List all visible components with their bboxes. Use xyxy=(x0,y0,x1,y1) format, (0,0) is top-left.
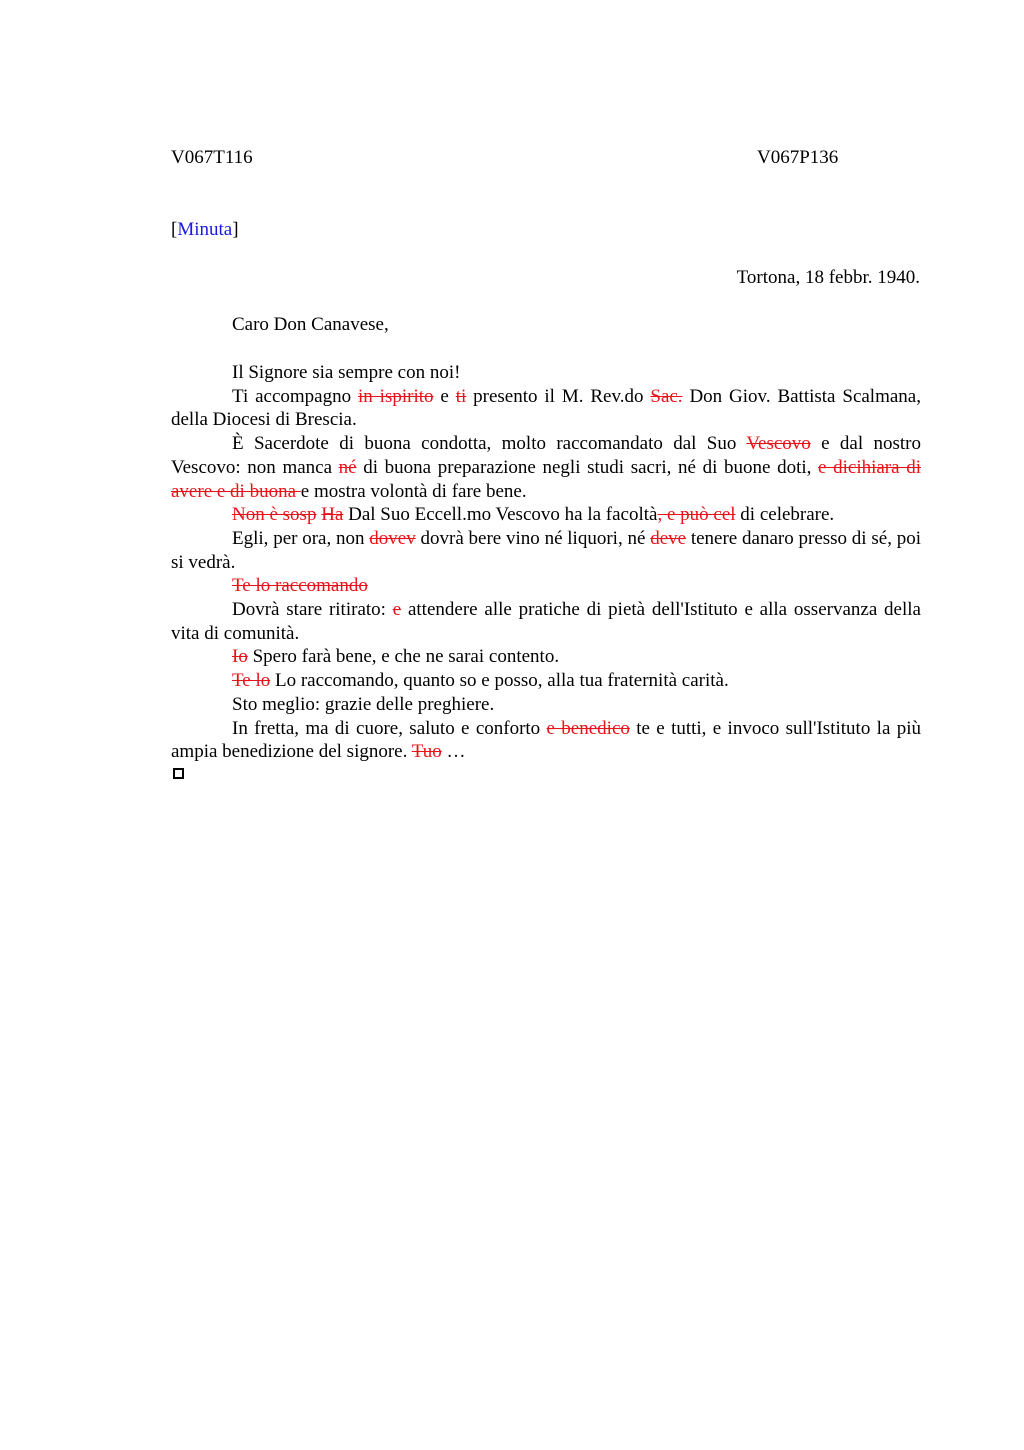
letter-paragraph xyxy=(171,527,921,574)
text-segment: dovrà bere vino né liquori, né xyxy=(415,527,651,549)
minuta-close-bracket: ] xyxy=(232,219,239,240)
text-segment: … xyxy=(441,741,466,763)
letter-paragraph xyxy=(171,669,921,693)
text-segment: Lo raccomando, quanto so e posso, alla tua fraternità carità. xyxy=(270,670,729,692)
text-segment: e dal nostro Vescovo: non manca xyxy=(171,433,921,478)
text-segment: te e tutti, e invoco sull'Istituto la più ampia benedizione del signore. xyxy=(171,717,921,763)
text-segment: È Sacerdote di buona condotta, molto raccomandato dal Suo xyxy=(232,433,747,455)
text-segment: Dovrà stare ritirato: xyxy=(232,599,393,621)
deleted-text: Sac. xyxy=(650,385,683,407)
deleted-text: e dicihiara di avere e di buona xyxy=(171,456,921,502)
document-code-left: V067T116 xyxy=(171,147,253,168)
letter-paragraph xyxy=(171,717,921,764)
text-segment: Don Giov. Battista Scalmana, della Diocesi di Brescia. xyxy=(171,385,921,431)
letter-date: Tortona, 18 febbr. 1940. xyxy=(736,267,920,288)
text-segment: attendere alle pratiche di pietà dell'Istituto e alla osservanza della vita di comunità. xyxy=(171,599,921,644)
letter-paragraph xyxy=(171,385,921,432)
deleted-text: in ispirito xyxy=(358,385,434,407)
text-segment: Dal Suo Eccell.mo Vescovo ha la facoltà xyxy=(343,504,658,526)
letter-body xyxy=(171,361,921,764)
letter-paragraph xyxy=(171,361,921,385)
deleted-text: dovev xyxy=(369,527,416,549)
text-segment: Il Signore sia sempre con noi! xyxy=(232,362,461,383)
letter-paragraph xyxy=(171,574,921,598)
text-segment: Ti accompagno xyxy=(232,385,358,407)
deleted-text: ti xyxy=(455,385,467,407)
letter-paragraph xyxy=(171,598,921,645)
deleted-text: e xyxy=(392,599,402,621)
end-square-icon xyxy=(173,768,184,779)
deleted-text: Te lo raccomando xyxy=(232,575,368,597)
deleted-text: , e può cel xyxy=(657,504,736,526)
deleted-text: né xyxy=(338,456,357,478)
letter-paragraph xyxy=(171,503,921,527)
text-segment: di buona preparazione negli studi sacri, né di buone doti, xyxy=(356,456,819,478)
text-segment: tenere danaro presso di sé, poi si vedrà. xyxy=(171,527,921,573)
text-segment: Egli, per ora, non xyxy=(232,527,370,549)
text-segment: presento il M. Rev.do xyxy=(466,385,651,407)
deleted-text: Tuo xyxy=(411,741,442,763)
deleted-text: Non è sosp xyxy=(232,504,317,526)
letter-paragraph xyxy=(171,693,921,717)
deleted-text: deve xyxy=(650,527,687,549)
text-segment: di celebrare. xyxy=(735,504,835,526)
deleted-text: Ha xyxy=(321,504,344,526)
text-segment: e xyxy=(433,385,456,407)
text-segment: Sto meglio: grazie delle preghiere. xyxy=(232,693,495,715)
deleted-text: e benedico xyxy=(546,717,630,739)
letter-paragraph xyxy=(171,645,921,669)
minuta-label xyxy=(171,218,239,242)
document-code-right: V067P136 xyxy=(757,147,839,168)
text-segment: In fretta, ma di cuore, saluto e conforto xyxy=(232,717,547,739)
deleted-text: Io xyxy=(232,646,248,668)
text-segment: e mostra volontà di fare bene. xyxy=(300,480,527,502)
letter-paragraph xyxy=(171,432,921,503)
minuta-link[interactable]: Minuta xyxy=(177,219,233,240)
deleted-text: Te lo xyxy=(232,670,271,692)
text-segment: Spero farà bene, e che ne sarai contento. xyxy=(247,646,560,668)
deleted-text: Vescovo xyxy=(746,433,811,455)
letter-salutation: Caro Don Canavese, xyxy=(232,314,389,335)
minuta-open-bracket: [ xyxy=(171,219,178,240)
